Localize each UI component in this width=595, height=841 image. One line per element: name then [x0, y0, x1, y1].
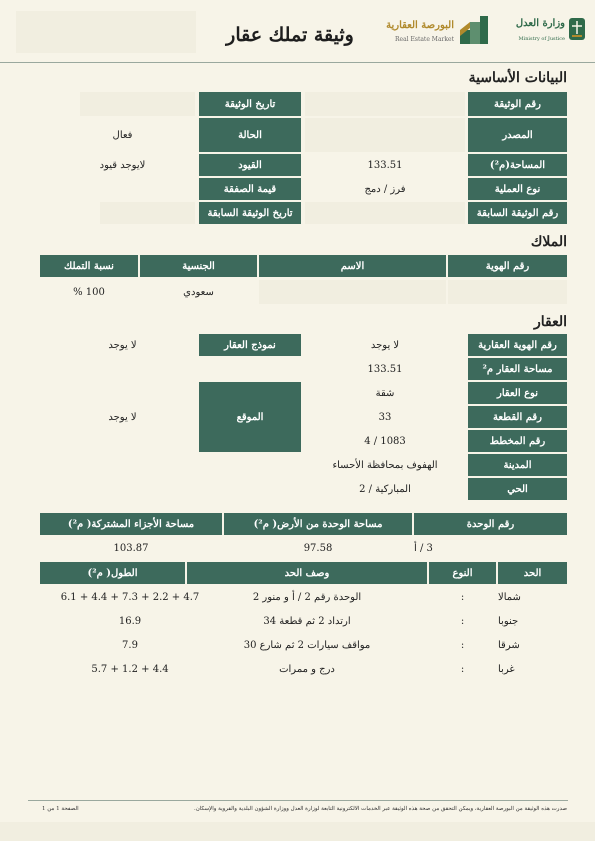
status-value: فعال	[112, 129, 133, 141]
boundary-row-3-desc: مواقف سيارات 2 ثم شارع 30	[243, 639, 371, 651]
bottom-band	[0, 822, 595, 841]
real-estate-logo-ar: البورصة العقارية	[386, 20, 454, 31]
boundary-row-4-desc: درج و ممرات	[279, 663, 335, 675]
boundary-row-4-side: غربا	[498, 663, 515, 675]
owners-col-id: رقم الهوية	[448, 255, 567, 277]
footer-divider	[28, 800, 568, 801]
boundary-col-type: النوع	[429, 562, 496, 584]
property-model-value: لا يوجد	[108, 339, 137, 351]
owners-title: الملاك	[530, 234, 567, 250]
parcel-label: رقم القطعة	[468, 406, 567, 428]
city-value: الهفوف بمحافظة الأحساء	[332, 459, 438, 471]
boundary-row-3-side: شرقا	[498, 639, 520, 651]
prev-doc-number-label: رقم الوثيقة السابقة	[468, 202, 567, 224]
prev-doc-number-value	[305, 202, 465, 224]
owner-nationality-value: سعودي	[183, 286, 214, 298]
district-value: المباركية / 2	[359, 483, 411, 495]
unit-shared-area-value: 103.87	[113, 542, 149, 554]
property-area-label: مساحة العقار م²	[468, 358, 567, 380]
property-model-label: نموذج العقار	[199, 334, 301, 356]
status-label: الحالة	[199, 118, 301, 152]
prev-doc-date-label: تاريخ الوثيقة السابقة	[199, 202, 301, 224]
real-estate-id-label: رقم الهوية العقارية	[468, 334, 567, 356]
deal-value-value	[50, 178, 195, 200]
source-value	[305, 118, 465, 152]
district-label: الحي	[468, 478, 567, 500]
owners-col-share: نسبة التملك	[40, 255, 138, 277]
boundary-row-2-side: جنوبا	[498, 615, 519, 627]
real-estate-market-logo	[386, 14, 496, 48]
owners-col-nationality: الجنسية	[140, 255, 257, 277]
restrictions-label: القيود	[199, 154, 301, 176]
property-type-value: شقة	[375, 387, 395, 399]
basic-data-title: البيانات الأساسية	[468, 70, 567, 86]
area-label: المساحة(م²)	[468, 154, 567, 176]
location-label: الموقع	[199, 382, 301, 452]
property-type-label: نوع العقار	[468, 382, 567, 404]
boundary-col-desc: وصف الحد	[187, 562, 427, 584]
header	[0, 0, 595, 62]
boundary-row-2-desc: ارتداد 2 ثم قطعة 34	[263, 615, 351, 627]
ministry-of-justice-logo	[505, 12, 587, 48]
owner-id-value	[448, 280, 567, 304]
header-divider	[0, 62, 595, 63]
moj-logo-en: Ministry of Justice	[518, 36, 565, 42]
boundary-row-2-type: :	[460, 615, 465, 627]
unit-number-value: 3 / أ	[414, 542, 433, 554]
unit-col-land-area: مساحة الوحدة من الأرض( م²)	[224, 513, 412, 535]
property-title: العقار	[533, 314, 567, 330]
owner-name-value	[259, 280, 446, 304]
plan-label: رقم المخطط	[468, 430, 567, 452]
doc-date-label: تاريخ الوثيقة	[199, 92, 301, 116]
real-estate-logo-en: Real Estate Market	[395, 36, 454, 43]
plan-value: 1083 / 4	[364, 435, 406, 447]
owner-share-value: 100 %	[73, 286, 105, 298]
unit-col-shared-area: مساحة الأجزاء المشتركة( م²)	[40, 513, 222, 535]
source-label: المصدر	[468, 118, 567, 152]
real-estate-id-value: لا يوجد	[370, 339, 400, 351]
header-blank-box	[16, 11, 196, 53]
operation-value: فرز / دمج	[364, 183, 406, 195]
property-area-value: 133.51	[367, 363, 403, 375]
footer-note: صدرت هذه الوثيقة من البورصة العقارية، ويمكن التحقق من صحة هذه الوثيقة عبر الخدمات الالكترونية التابعة لوزارة العدل ووزارة الشؤون البلدية والقروية والإسكان.	[193, 806, 567, 812]
boundary-col-length: الطول( م²)	[40, 562, 185, 584]
location-value: لا يوجد	[108, 411, 137, 423]
page-title: وثيقة تملك عقار	[226, 24, 354, 46]
operation-label: نوع العملية	[468, 178, 567, 200]
moj-emblem-icon	[567, 16, 587, 42]
doc-number-label: رقم الوثيقة	[468, 92, 567, 116]
boundary-row-4-type: :	[460, 663, 465, 675]
doc-date-value	[80, 92, 195, 116]
unit-land-area-value: 97.58	[303, 542, 333, 554]
city-label: المدينة	[468, 454, 567, 476]
unit-col-number: رقم الوحدة	[414, 513, 567, 535]
boundary-row-3-type: :	[460, 639, 465, 651]
boundary-col-side: الحد	[498, 562, 567, 584]
restrictions-value: لايوجد قيود	[99, 159, 146, 171]
page-number: الصفحة 1 من 1	[42, 806, 79, 812]
boundary-row-1-type: :	[460, 591, 465, 603]
boundary-row-1-side: شمالا	[498, 591, 521, 603]
parcel-value: 33	[378, 411, 392, 423]
deal-value-label: قيمة الصفقة	[199, 178, 301, 200]
doc-number-value	[305, 92, 465, 116]
boundary-row-1-desc: الوحدة رقم 2 / أ و منور 2	[252, 591, 362, 603]
real-estate-logo-icon	[458, 14, 490, 46]
boundary-row-3-length: 7.9	[122, 639, 138, 651]
prev-doc-date-value	[100, 202, 195, 224]
owners-col-name: الاسم	[259, 255, 446, 277]
boundary-row-1-length: 4.7 + 2.2 + 7.3 + 4.4 + 6.1	[60, 591, 200, 603]
boundary-row-2-length: 16.9	[118, 615, 142, 627]
boundary-row-4-length: 4.4 + 1.2 + 5.7	[91, 663, 169, 675]
moj-logo-ar: وزارة العدل	[515, 18, 565, 29]
area-value: 133.51	[367, 159, 403, 171]
